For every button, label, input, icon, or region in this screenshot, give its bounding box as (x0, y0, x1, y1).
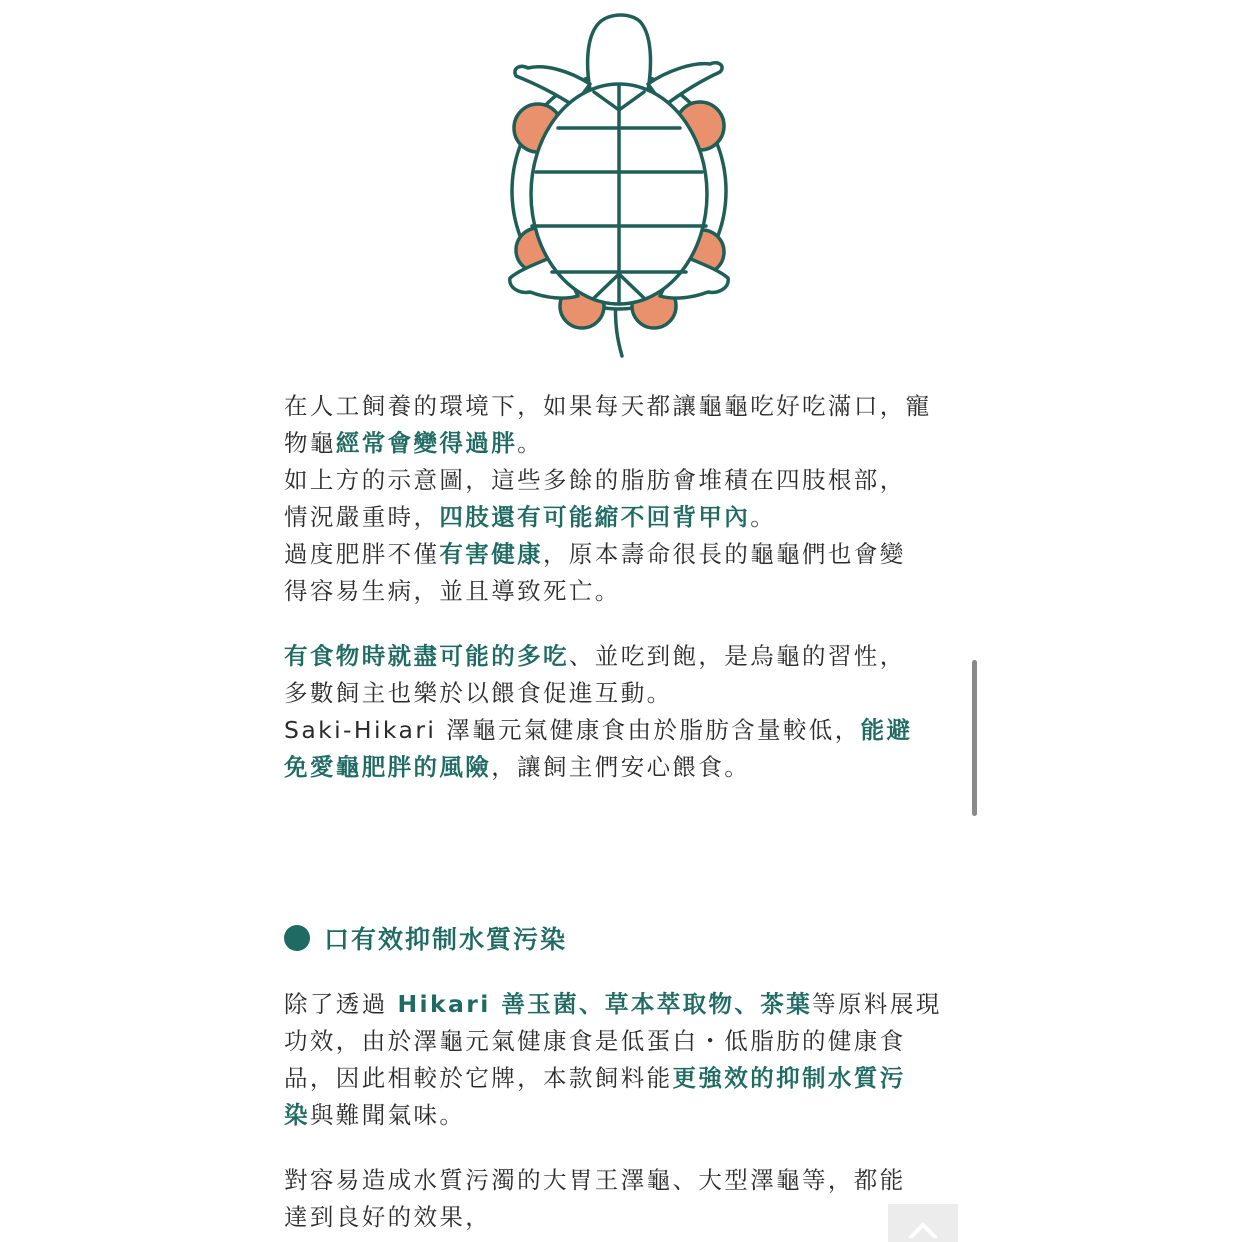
text-span: 過度肥胖不僅 (284, 540, 440, 568)
text-span: 、並吃到飽，是烏龜的習性， (568, 642, 906, 670)
text-line (284, 712, 956, 749)
text-span: ，原本壽命很長的龜龜們也會變 (543, 540, 906, 568)
paragraph-water-quality (284, 986, 956, 1134)
highlight-text: 染 (284, 1101, 310, 1129)
text-line (284, 573, 956, 610)
text-span: 物龜 (284, 429, 336, 457)
scrollbar-thumb[interactable] (972, 660, 977, 816)
highlight-text: 經常會變得過胖 (335, 429, 518, 457)
paragraph-habit (284, 638, 956, 786)
chevron-up-icon (909, 1222, 937, 1238)
turtle-illustration (498, 6, 738, 360)
text-span: 達到良好的效果， (284, 1203, 492, 1231)
highlight-text: 四肢還有可能縮不回背甲內 (439, 503, 751, 531)
text-span: 除了透過 (284, 990, 398, 1018)
text-line (284, 388, 956, 425)
scroll-to-top-button[interactable] (888, 1204, 958, 1242)
highlight-text: 能避 (860, 716, 913, 744)
text-span: 。 (750, 503, 777, 531)
text-line (284, 638, 956, 675)
bullet-dot-icon (284, 925, 310, 951)
section-title: 口有效抑制水質污染 (324, 925, 568, 954)
text-line (284, 675, 956, 712)
text-span: 與難聞氣味。 (309, 1101, 466, 1129)
text-span: Saki-Hikari 澤龜元氣健康食由於脂肪含量較低， (284, 716, 861, 744)
paragraph-obesity (284, 388, 956, 610)
text-line (284, 1162, 956, 1199)
text-line (284, 1023, 956, 1060)
text-span: 。 (517, 429, 544, 457)
section-heading (284, 920, 567, 956)
text-span: 在人工飼養的環境下，如果每天都讓龜龜吃好吃滿口，寵 (284, 392, 932, 420)
highlight-text: 免愛龜肥胖的風險 (284, 753, 492, 781)
text-span: 品，因此相較於它牌，本款飼料能 (284, 1064, 673, 1092)
text-span: 功效，由於澤龜元氣健康食是低蛋白・低脂肪的健康食 (284, 1027, 906, 1055)
paragraph-effect (284, 1162, 956, 1236)
text-span: 多數飼主也樂於以餵食促進互動。 (284, 679, 673, 707)
text-line (284, 1097, 956, 1134)
text-span: ，讓飼主們安心餵食。 (491, 753, 751, 781)
text-span: 對容易造成水質污濁的大胃王澤龜、大型澤龜等，都能 (284, 1166, 906, 1194)
text-line (284, 536, 956, 573)
article-body (284, 388, 956, 786)
highlight-text: 有食物時就盡可能的多吃 (284, 642, 569, 670)
text-span: 得容易生病，並且導致死亡。 (284, 577, 621, 605)
highlight-text: Hikari 善玉菌、草本萃取物、茶葉 (397, 990, 813, 1018)
highlight-text: 有害健康 (439, 540, 544, 568)
text-span: 如上方的示意圖，這些多餘的脂肪會堆積在四肢根部， (284, 466, 906, 494)
text-span: 等原料展現 (812, 990, 942, 1018)
text-line (284, 499, 956, 536)
text-line (284, 986, 956, 1023)
text-line (284, 1199, 956, 1236)
text-span: 情況嚴重時， (284, 503, 440, 531)
text-line (284, 749, 956, 786)
text-line (284, 425, 956, 462)
highlight-text: 更強效的抑制水質污 (672, 1064, 906, 1092)
text-line (284, 462, 956, 499)
article-body-water (284, 986, 956, 1236)
text-line (284, 1060, 956, 1097)
